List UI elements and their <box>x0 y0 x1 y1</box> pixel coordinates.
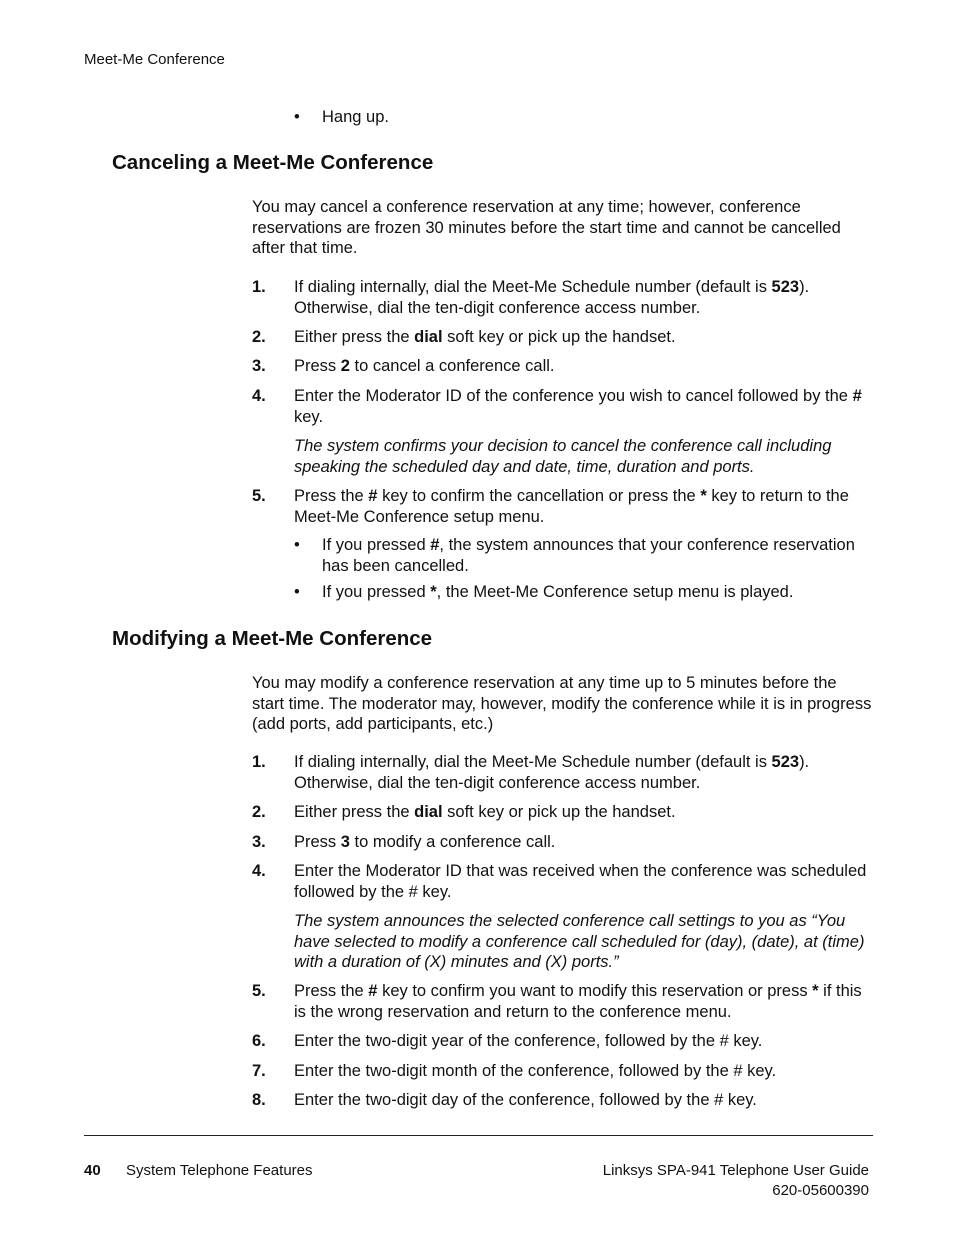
footer-doc-number: 620-05600390 <box>772 1182 869 1199</box>
modify-step-7: Enter the two-digit month of the conference, followed by the # key. <box>294 1062 777 1080</box>
modify-note: The system announces the selected conference call settings to you as “You have selected to modify a conference call scheduled for (day), (date), at (time) with a duration of (X) minutes and (X) ports.” <box>294 912 865 971</box>
cancel-step-5: Press the # key to confirm the cancellation or press the * key to return to the Meet-Me Conference setup menu. <box>294 487 849 526</box>
modify-step-number: 7. <box>252 1062 266 1080</box>
cancel-step-number: 4. <box>252 387 266 405</box>
modify-step-2: Either press the dial soft key or pick up the handset. <box>294 803 676 821</box>
modify-step-number: 8. <box>252 1091 266 1109</box>
modify-step-6: Enter the two-digit year of the conference, followed by the # key. <box>294 1032 763 1050</box>
cancel-step-number: 5. <box>252 487 266 505</box>
cancel-step-2: Either press the dial soft key or pick up the handset. <box>294 328 676 346</box>
modify-step-number: 2. <box>252 803 266 821</box>
bullet-marker: • <box>294 583 300 601</box>
modify-step-number: 6. <box>252 1032 266 1050</box>
footer-guide-title: Linksys SPA-941 Telephone User Guide <box>602 1162 869 1179</box>
cancel-step-4: Enter the Moderator ID of the conference you wish to cancel followed by the # key. <box>294 387 862 426</box>
cancel-sub-bullet-1: If you pressed #, the system announces that your conference reservation has been cancelled. <box>322 536 855 575</box>
bullet-marker: • <box>294 108 300 126</box>
cancel-step-3: Press 2 to cancel a conference call. <box>294 357 555 375</box>
section-title-canceling: Canceling a Meet-Me Conference <box>112 151 434 174</box>
cancel-step-1: If dialing internally, dial the Meet-Me Schedule number (default is 523). Otherwise, dial the ten-digit conference access number. <box>294 278 810 317</box>
cancel-step-number: 2. <box>252 328 266 346</box>
modify-step-number: 1. <box>252 753 266 771</box>
cancel-intro: You may cancel a conference reservation at any time; however, conference reservations are frozen 30 minutes before the start time and cannot be cancelled after that time. <box>252 198 841 257</box>
modify-step-1: If dialing internally, dial the Meet-Me Schedule number (default is 523). Otherwise, dial the ten-digit conference access number. <box>294 753 810 792</box>
bullet-hang-up: Hang up. <box>322 108 389 126</box>
section-title-modifying: Modifying a Meet-Me Conference <box>112 627 433 650</box>
page-number: 40 <box>84 1162 101 1179</box>
modify-step-number: 3. <box>252 833 266 851</box>
modify-step-3: Press 3 to modify a conference call. <box>294 833 556 851</box>
modify-step-number: 5. <box>252 982 266 1000</box>
footer-divider <box>84 1135 873 1136</box>
cancel-note: The system confirms your decision to cancel the conference call including speaking the scheduled day and date, time, duration and ports. <box>294 437 832 476</box>
modify-step-4: Enter the Moderator ID that was received when the conference was scheduled followed by the # key. <box>294 862 867 901</box>
cancel-step-number: 1. <box>252 278 266 296</box>
cancel-sub-bullet-2: If you pressed *, the Meet-Me Conference setup menu is played. <box>322 583 794 601</box>
modify-intro: You may modify a conference reservation at any time up to 5 minutes before the start time. The moderator may, however, modify the conference while it is in progress (add ports, add participants, etc.) <box>252 674 872 733</box>
footer-section: System Telephone Features <box>126 1162 313 1179</box>
modify-step-number: 4. <box>252 862 266 880</box>
modify-step-5: Press the # key to confirm you want to modify this reservation or press * if this is the wrong reservation and return to the conference menu. <box>294 982 862 1021</box>
bullet-marker: • <box>294 536 300 554</box>
cancel-step-number: 3. <box>252 357 266 375</box>
modify-step-8: Enter the two-digit day of the conference, followed by the # key. <box>294 1091 757 1109</box>
running-header: Meet-Me Conference <box>84 51 225 68</box>
